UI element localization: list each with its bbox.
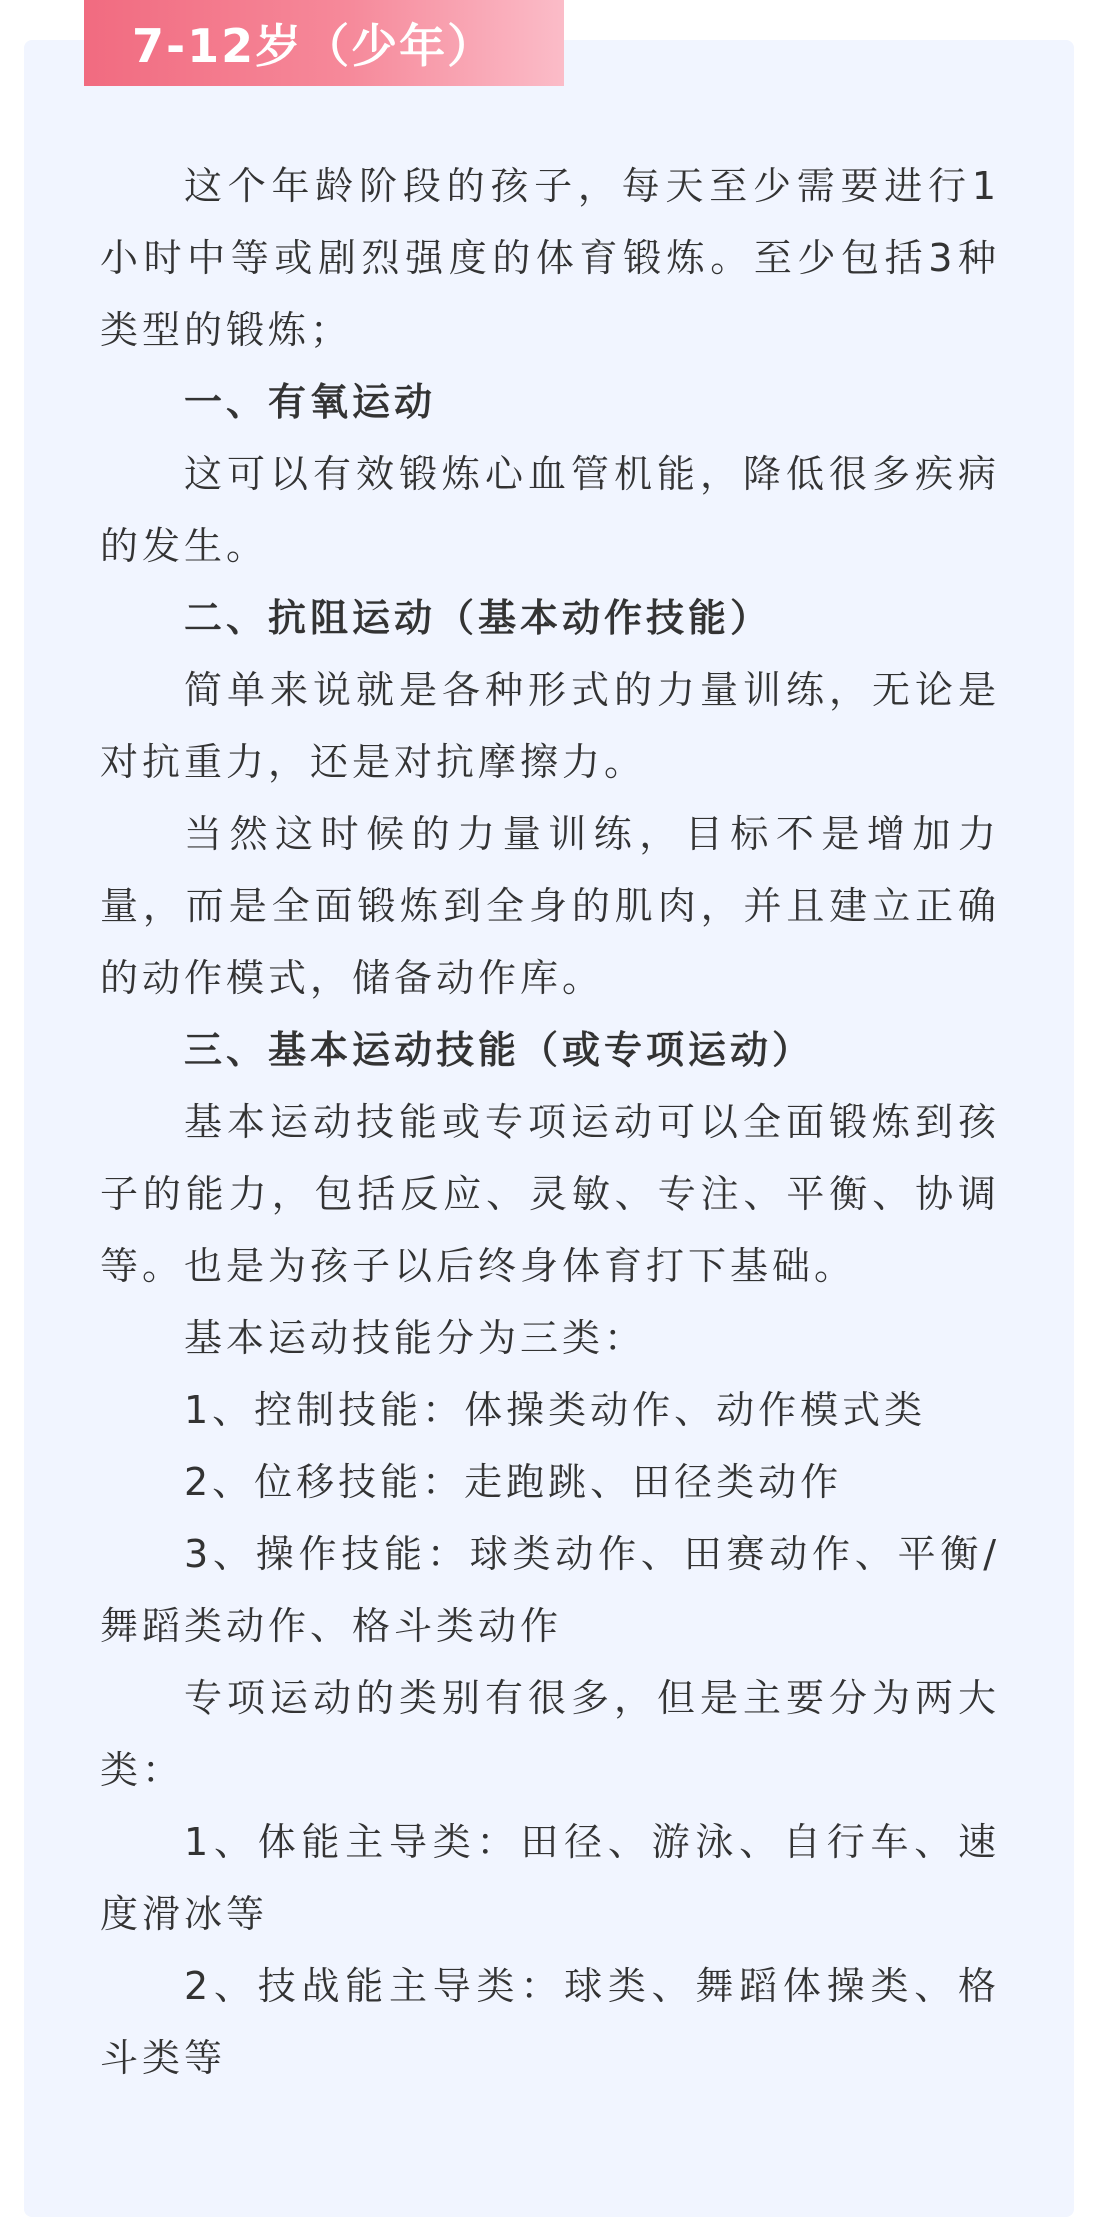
motor-skills-paragraph: 基本运动技能或专项运动可以全面锻炼到孩子的能力，包括反应、灵敏、专注、平衡、协调等。也是为孩子以后终身体育打下基础。 bbox=[100, 1100, 1000, 1288]
motor-skills-categories-intro: 基本运动技能分为三类： bbox=[184, 1316, 647, 1360]
specialized-sports-intro: 专项运动的类别有很多，但是主要分为两大类： bbox=[100, 1676, 1000, 1792]
resistance-paragraph-1: 简单来说就是各种形式的力量训练，无论是对抗重力，还是对抗摩擦力。 bbox=[100, 668, 1000, 784]
list-item-manipulative-skills: 3、操作技能：球类动作、田赛动作、平衡/舞蹈类动作、格斗类动作 bbox=[100, 1532, 1000, 1648]
heading-motor-skills: 三、基本运动技能（或专项运动） bbox=[184, 1028, 815, 1072]
list-item-skill-tactic-dominant: 2、技战能主导类：球类、舞蹈体操类、格斗类等 bbox=[100, 1964, 1000, 2080]
section-header-tab bbox=[84, 0, 564, 86]
intro-paragraph: 这个年龄阶段的孩子，每天至少需要进行1小时中等或剧烈强度的体育锻炼。至少包括3种类型的锻炼； bbox=[100, 164, 1000, 352]
article-body bbox=[100, 150, 1000, 2094]
aerobic-paragraph: 这可以有效锻炼心血管机能，降低很多疾病的发生。 bbox=[100, 452, 1000, 568]
list-item-locomotor-skills: 2、位移技能：走跑跳、田径类动作 bbox=[184, 1460, 843, 1504]
resistance-paragraph-2: 当然这时候的力量训练，目标不是增加力量，而是全面锻炼到全身的肌肉，并且建立正确的动作模式，储备动作库。 bbox=[100, 812, 1000, 1000]
list-item-control-skills: 1、控制技能：体操类动作、动作模式类 bbox=[184, 1388, 927, 1432]
heading-resistance: 二、抗阻运动（基本动作技能） bbox=[184, 596, 773, 640]
section-title: 7-12岁（少年） bbox=[132, 19, 496, 73]
list-item-fitness-dominant: 1、体能主导类：田径、游泳、自行车、速度滑冰等 bbox=[100, 1820, 1000, 1936]
heading-aerobic: 一、有氧运动 bbox=[184, 380, 437, 424]
